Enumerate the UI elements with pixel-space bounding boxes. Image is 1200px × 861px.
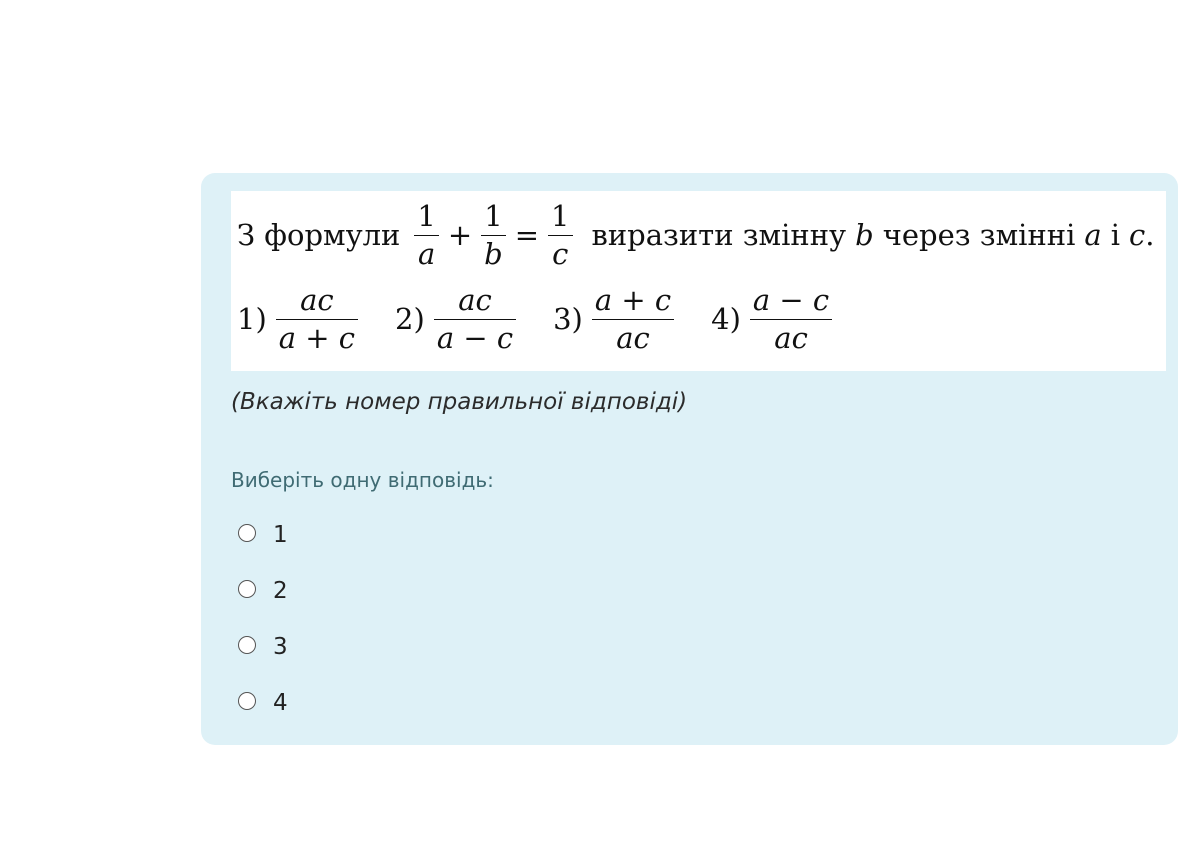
fraction-numerator: ac: [300, 282, 334, 317]
option-label: 2): [395, 302, 425, 336]
fraction-numerator: a + c: [594, 282, 672, 317]
answer-label[interactable]: 2: [273, 578, 288, 604]
intro-text: З формули: [237, 218, 401, 252]
answer-label[interactable]: 1: [273, 522, 288, 548]
fraction-numerator: 1: [551, 198, 570, 233]
fraction-1-over-c: [548, 198, 572, 271]
option-fraction: [592, 282, 674, 355]
option-formula-3: [553, 282, 681, 355]
fraction-denominator: b: [484, 236, 503, 271]
statement-text: через змінні: [882, 218, 1076, 252]
answer-options-formulas: [237, 278, 869, 360]
answer-prompt: Виберіть одну відповідь:: [231, 468, 494, 492]
radio-button[interactable]: [238, 692, 256, 710]
answer-option-2[interactable]: [238, 563, 288, 619]
period: .: [1145, 218, 1155, 252]
fraction-numerator: a − c: [752, 282, 830, 317]
statement-text: виразити змінну: [591, 218, 847, 252]
fraction-numerator: 1: [484, 198, 503, 233]
answer-label[interactable]: 3: [273, 634, 288, 660]
radio-button[interactable]: [238, 636, 256, 654]
equals-sign: =: [514, 218, 540, 252]
fraction-numerator: 1: [417, 198, 436, 233]
question-panel: [201, 173, 1178, 745]
variable-c: c: [1128, 218, 1146, 252]
question-statement: [237, 196, 1154, 274]
option-formula-2: [395, 282, 523, 355]
fraction-numerator: ac: [458, 282, 492, 317]
question-hint: (Вкажіть номер правильної відповіді): [231, 389, 688, 415]
option-fraction: [434, 282, 516, 355]
fraction-denominator: a − c: [436, 320, 514, 355]
answer-option-3[interactable]: [238, 619, 288, 675]
fraction-denominator: a: [417, 236, 436, 271]
plus-sign: +: [447, 218, 473, 252]
answer-option-4[interactable]: [238, 675, 288, 731]
option-label: 4): [711, 302, 741, 336]
option-label: 1): [237, 302, 267, 336]
variable-b: b: [855, 218, 874, 252]
fraction-denominator: a + c: [278, 320, 356, 355]
option-label: 3): [553, 302, 583, 336]
option-formula-4: [711, 282, 839, 355]
radio-button[interactable]: [238, 580, 256, 598]
option-formula-1: [237, 282, 365, 355]
option-fraction: [750, 282, 832, 355]
fraction-1-over-a: [414, 198, 438, 271]
question-formula-image: [231, 191, 1166, 371]
fraction-denominator: ac: [616, 320, 650, 355]
fraction-denominator: ac: [774, 320, 808, 355]
answer-option-1[interactable]: [238, 507, 288, 563]
answer-label[interactable]: 4: [273, 690, 288, 716]
answer-list: [238, 507, 288, 731]
variable-a: a: [1084, 218, 1102, 252]
radio-button[interactable]: [238, 524, 256, 542]
fraction-denominator: c: [552, 236, 569, 271]
fraction-1-over-b: [481, 198, 506, 271]
option-fraction: [276, 282, 358, 355]
conjunction: і: [1110, 218, 1120, 252]
